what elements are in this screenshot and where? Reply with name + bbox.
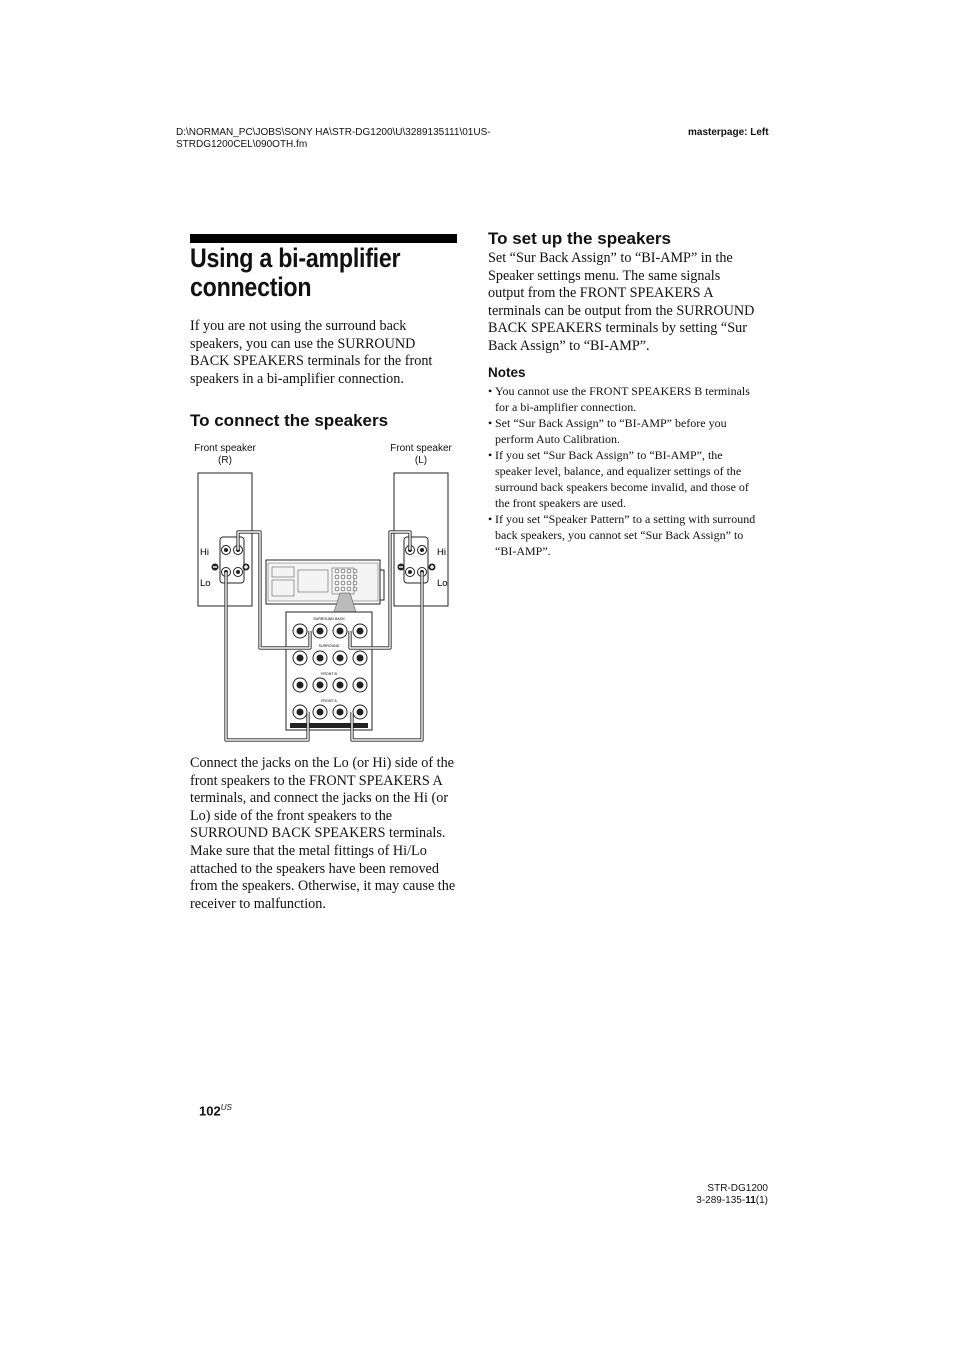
lo-label-r: Lo (200, 578, 211, 589)
note-item: • Set “Sur Back Assign” to “BI-AMP” before you perform Auto Calibration. (488, 415, 758, 447)
front-speaker-r-label: Front speaker (R) (194, 443, 256, 466)
connect-heading: To connect the speakers (190, 411, 389, 430)
header-file-path (176, 127, 576, 151)
notes-list (488, 383, 758, 559)
surround-back-label: SURROUND BACK (313, 617, 345, 621)
notes-heading: Notes (488, 365, 526, 380)
receiver-rear-panel (266, 560, 384, 612)
front-a-label: FRONT A (321, 699, 337, 703)
surround-label: SURROUND (318, 644, 340, 648)
setup-paragraph: Set “Sur Back Assign” to “BI-AMP” in the Speaker settings menu. The same signals output from the FRONT SPEAKERS A terminals can be output from the SURROUND BACK SPEAKERS terminals by setting “Sur Back Assign” to “BI-AMP”. (488, 250, 755, 354)
footer-code-bold: 11 (745, 1195, 756, 1206)
speaker-terminal-panel (286, 612, 372, 730)
hi-label-r: Hi (200, 547, 209, 558)
title-rule (190, 234, 457, 243)
connect-paragraph: Connect the jacks on the Lo (or Hi) side of the front speakers to the FRONT SPEAKERS A terminals, and connect the jacks on the Hi (or Lo) side of the front speakers to the SURROUND BACK SPEAKERS terminals. Make sure that the metal fittings of Hi/Lo attached to the speakers have been removed from the speakers. Otherwise, it may cause the receiver to malfunction. (190, 755, 456, 912)
note-item: • You cannot use the FRONT SPEAKERS B terminals for a bi-amplifier connection. (488, 383, 758, 415)
note-item: • If you set “Sur Back Assign” to “BI-AMP”, the speaker level, balance, and equalizer settings of the surround back speakers become invalid, and those of the front speakers are used. (488, 447, 758, 511)
hi-label-l: Hi (437, 547, 446, 558)
footer-model-code (686, 1183, 768, 1207)
lo-label-l: Lo (437, 578, 448, 589)
page-number-value: 102 (199, 1103, 221, 1119)
page-number (199, 1103, 232, 1118)
bi-amp-connection-diagram (190, 440, 460, 750)
footer-code-suffix: (1) (755, 1195, 768, 1206)
header-path-line-1: D:\NORMAN_PC\JOBS\SONY HA\STR-DG1200\U\3289135111\01US- (176, 127, 491, 138)
front-b-label: FRONT B (321, 672, 337, 676)
header-path-line-2: STRDG1200CEL\090OTH.fm (176, 139, 308, 150)
header-masterpage: masterpage: Left (688, 127, 769, 138)
setup-heading: To set up the speakers (488, 229, 671, 248)
page-number-suffix: US (220, 1103, 232, 1112)
intro-paragraph: If you are not using the surround back speakers, you can use the SURROUND BACK SPEAKERS terminals for the front speakers in a bi-amplifier connection. (190, 318, 433, 387)
page-title: Using a bi-amplifier connection (190, 243, 401, 302)
note-item: • If you set “Speaker Pattern” to a setting with surround back speakers, you cannot set “Sur Back Assign” to “BI-AMP”. (488, 511, 758, 559)
footer-code (686, 1195, 768, 1207)
footer-code-prefix: 3-289-135- (696, 1195, 746, 1206)
footer-model: STR-DG1200 (707, 1183, 768, 1194)
front-speaker-l-label: Front speaker (L) (390, 443, 452, 466)
